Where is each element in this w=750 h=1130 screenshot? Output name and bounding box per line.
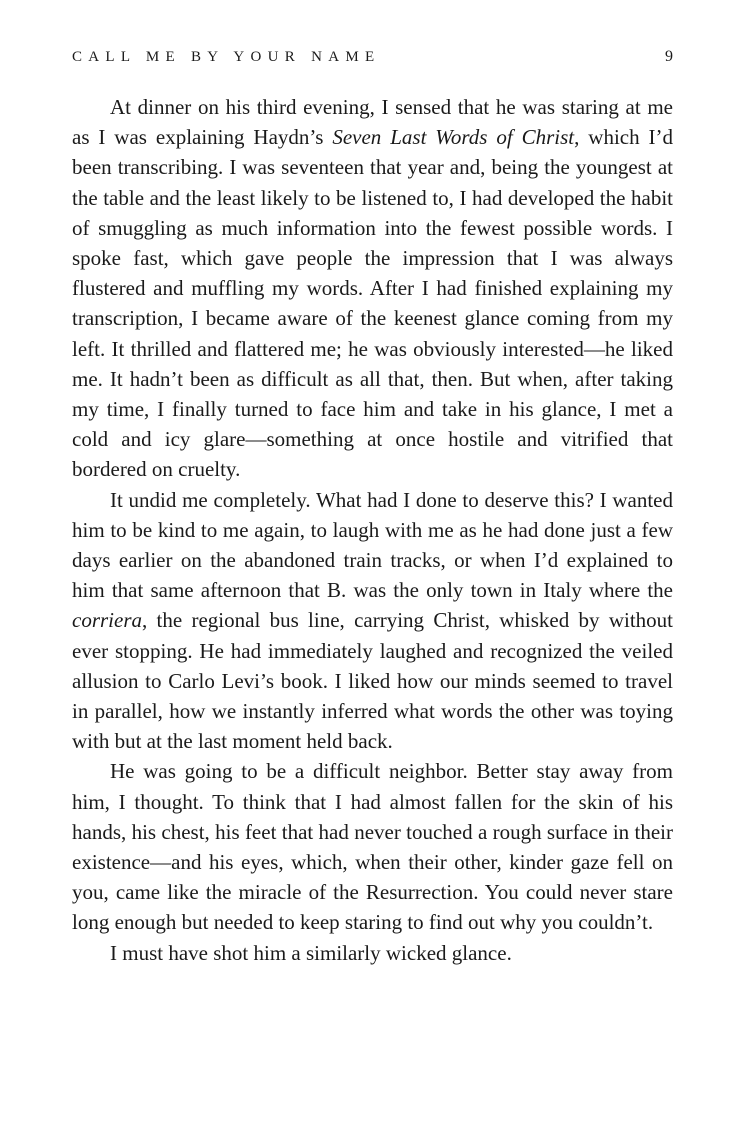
paragraph-2-text-start: It undid me completely. What had I done to deserve this? I wanted him to be kind to me again, to laugh with me as he had done just a few days earlier on the abandoned train tracks, or when I’d explained to him that same afternoon that B. was the only town in Italy where the <box>72 487 673 603</box>
paragraph-1-text-start: At dinner on his third evening, I sensed that he was staring at me as I was explaining Haydn’s <box>72 95 673 150</box>
book-page <box>72 48 673 968</box>
work-title: Seven Last Words of Christ <box>332 125 575 150</box>
running-head <box>72 48 673 72</box>
paragraph-3: He was going to be a difficult neighbor. Better stay away from him, I thought. To think that I had almost fallen for the skin of his hands, his chest, his feet that had never touched a rough surface in their existence—and his eyes, which, when their other, kinder gaze fell on you, came like the miracle of the Resurrection. You could never stare long enough but needed to keep staring to find out why you couldn’t. <box>72 759 673 935</box>
paragraph-2 <box>72 485 673 757</box>
italic-word: corriera <box>72 608 142 633</box>
paragraph-4: I must have shot him a similarly wicked glance. <box>110 940 512 965</box>
page-number: 9 <box>665 48 673 65</box>
paragraph-2-text-end: , the regional bus line, carrying Christ, whisked by without ever stopping. He had immediately laughed and recognized the veiled allusion to Carlo Levi’s book. I liked how our minds seemed to travel in parallel, how we instantly inferred what words the other was toying with but at the last moment held back. <box>72 608 673 754</box>
running-title: CALL ME BY YOUR NAME <box>72 49 381 65</box>
paragraph-1 <box>72 92 673 485</box>
body-text <box>72 92 673 968</box>
paragraph-1-text-end: , which I’d been transcribing. I was seventeen that year and, being the youngest at the table and the least likely to be listened to, I had developed the habit of smuggling as much information into the fewest possible words. I spoke fast, which gave people the impression that I was always flustered and muffling my words. After I had finished explaining my transcription, I became aware of the keenest glance coming from my left. It thrilled and flattered me; he was obviously interested—he liked me. It hadn’t been as difficult as all that, then. But when, after taking my time, I finally turned to face him and take in his glance, I met a cold and icy glare—something at once hostile and vitrified that bordered on cruelty. <box>72 125 674 482</box>
